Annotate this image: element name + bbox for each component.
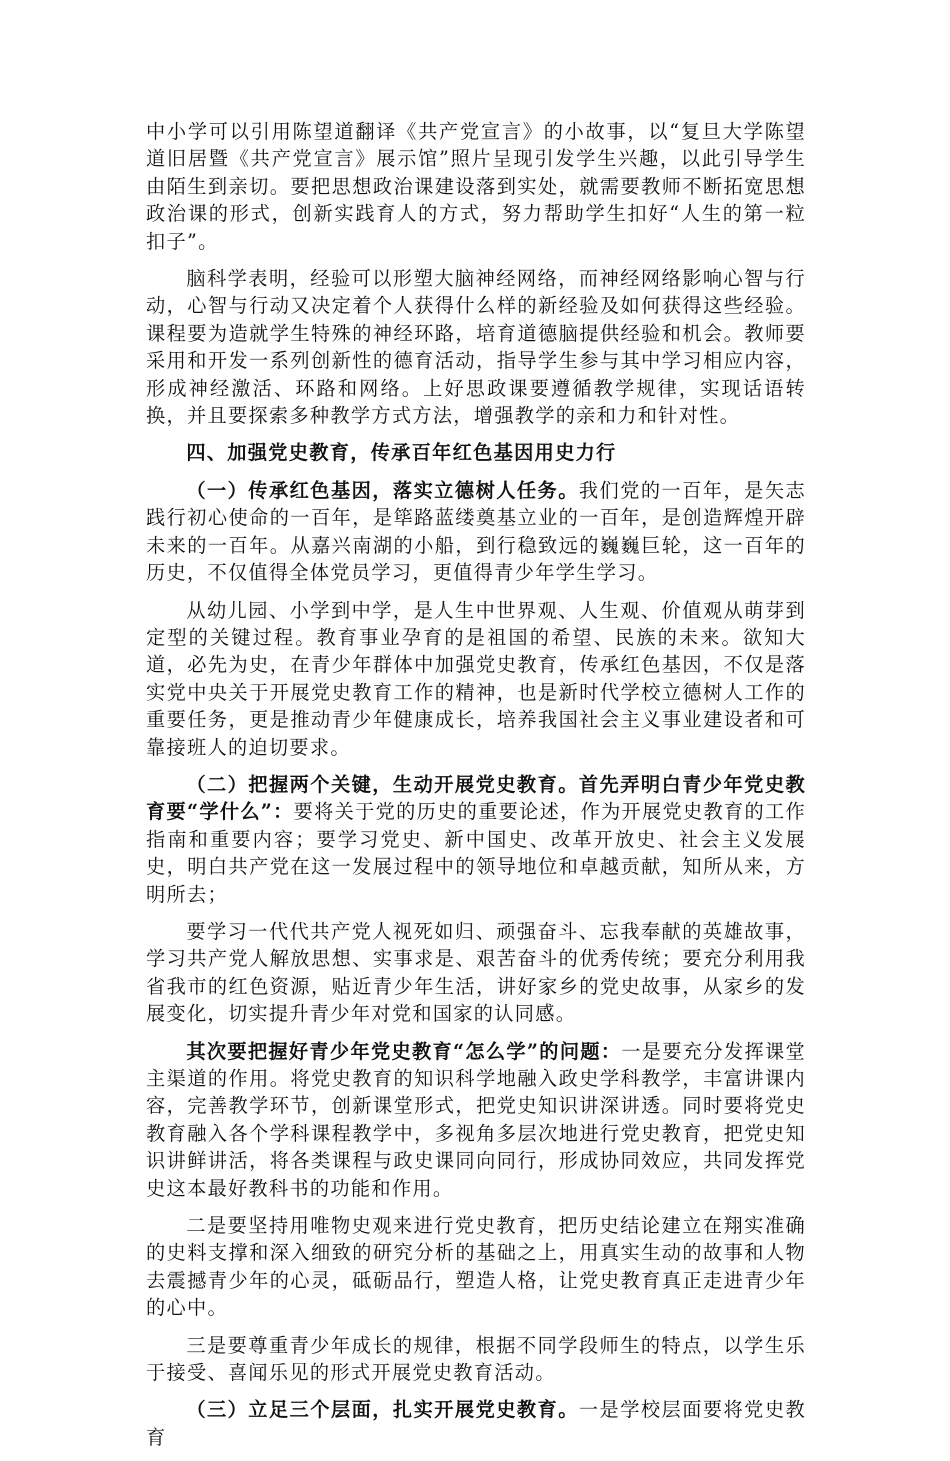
document-page [146, 118, 806, 1461]
paragraph-subsection-2 [146, 771, 806, 908]
paragraph-lead: 其次要把握好青少年党史教育“怎么学”的问题： [186, 1039, 622, 1063]
paragraph-text: 要将关于党的历史的重要论述，作为开展党史教育的工作指南和重要内容；要学习党史、新中国史、改革开放史、社会主义发展史，明白共产党在这一发展过程中的领导地位和卓越贡献，知所从来，方明所去； [146, 800, 806, 906]
paragraph-subsection-3 [146, 1396, 806, 1451]
paragraph-text: 三是要尊重青少年成长的规律，根据不同学段师生的特点，以学生乐于接受、喜闻乐见的形式开展党史教育活动。 [146, 1333, 806, 1385]
paragraph-text: 一是学校层面要将党史教育 [146, 1398, 806, 1449]
paragraph-point-three [146, 1332, 806, 1387]
paragraph-education [146, 597, 806, 761]
subsection-lead: （二）把握两个关键，生动开展党史教育。首先弄明白青少年党史教育要“学什么”： [146, 772, 806, 824]
paragraph-text: 我们党的一百年，是矢志践行初心使命的一百年，是筚路蓝缕奠基立业的一百年，是创造辉煌开辟未来的一百年。从嘉兴南湖的小船，到行稳致远的巍巍巨轮，这一百年的历史，不仅值得全体党员学习，更值得青少年学生学习。 [146, 478, 806, 585]
paragraph-text: 要学习一代代共产党人视死如归、顽强奋斗、忘我奉献的英雄故事，学习共产党人解放思想、实事求是、艰苦奋斗的优秀传统；要充分利用我省我市的红色资源，贴近青少年生活，讲好家乡的党史故事，从家乡的发展变化，切实提升青少年对党和国家的认同感。 [146, 919, 806, 1026]
section-heading [146, 439, 806, 466]
subsection-lead: （三）立足三个层面，扎实开展党史教育。 [186, 1398, 579, 1422]
paragraph-point-two [146, 1212, 806, 1322]
paragraph-heroes [146, 918, 806, 1028]
paragraph-subsection-1 [146, 477, 806, 587]
paragraph-how-to-learn [146, 1038, 806, 1202]
paragraph-text: 二是要坚持用唯物史观来进行党史教育，把历史结论建立在翔实准确的史料支撑和深入细致的研究分析的基础之上，用真实生动的故事和人物去震撼青少年的心灵，砥砺品行，塑造人格，让党史教育真正走进青少年的心中。 [146, 1214, 806, 1320]
subsection-lead: （一）传承红色基因，落实立德树人任务。 [186, 478, 579, 502]
section-heading-text: 四、加强党史教育，传承百年红色基因用史力行 [186, 441, 617, 465]
paragraph-text: 从幼儿园、小学到中学，是人生中世界观、人生观、价值观从萌芽到定型的关键过程。教育事业孕育的是祖国的希望、民族的未来。欲知大道，必先为史，在青少年群体中加强党史教育，传承红色基因，不仅是落实党中央关于开展党史教育工作的精神，也是新时代学校立德树人工作的重要任务，更是推动青少年健康成长，培养我国社会主义事业建设者和可靠接班人的迫切要求。 [146, 598, 806, 759]
paragraph-brain-science [146, 265, 806, 429]
paragraph-text: 一是要充分发挥课堂主渠道的作用。将党史教育的知识科学地融入政史学科教学，丰富讲课内容，完善教学环节，创新课堂形式，把党史知识讲深讲透。同时要将党史教育融入各个学科课程教学中，多视角多层次地进行党史教育，把党史知识讲鲜讲活，将各类课程与政史课同向同行，形成协同效应，共同发挥党史这本最好教科书的功能和作用。 [146, 1039, 806, 1200]
paragraph-text: 中小学可以引用陈望道翻译《共产党宣言》的小故事，以“复旦大学陈望道旧居暨《共产党宣言》展示馆”照片呈现引发学生兴趣，以此引导学生由陌生到亲切。要把思想政治课建设落到实处，就需要教师不断拓宽思想政治课的形式，创新实践育人的方式，努力帮助学生扣好“人生的第一粒扣子”。 [146, 120, 806, 253]
paragraph-continuation [146, 118, 806, 255]
paragraph-text: 脑科学表明，经验可以形塑大脑神经网络，而神经网络影响心智与行动，心智与行动又决定着个人获得什么样的新经验及如何获得这些经验。课程要为造就学生特殊的神经环路，培育道德脑提供经验和机会。教师要采用和开发一系列创新性的德育活动，指导学生参与其中学习相应内容，形成神经激活、环路和网络。上好思政课要遵循教学规律，实现话语转换，并且要探索多种教学方式方法，增强教学的亲和力和针对性。 [146, 267, 806, 428]
